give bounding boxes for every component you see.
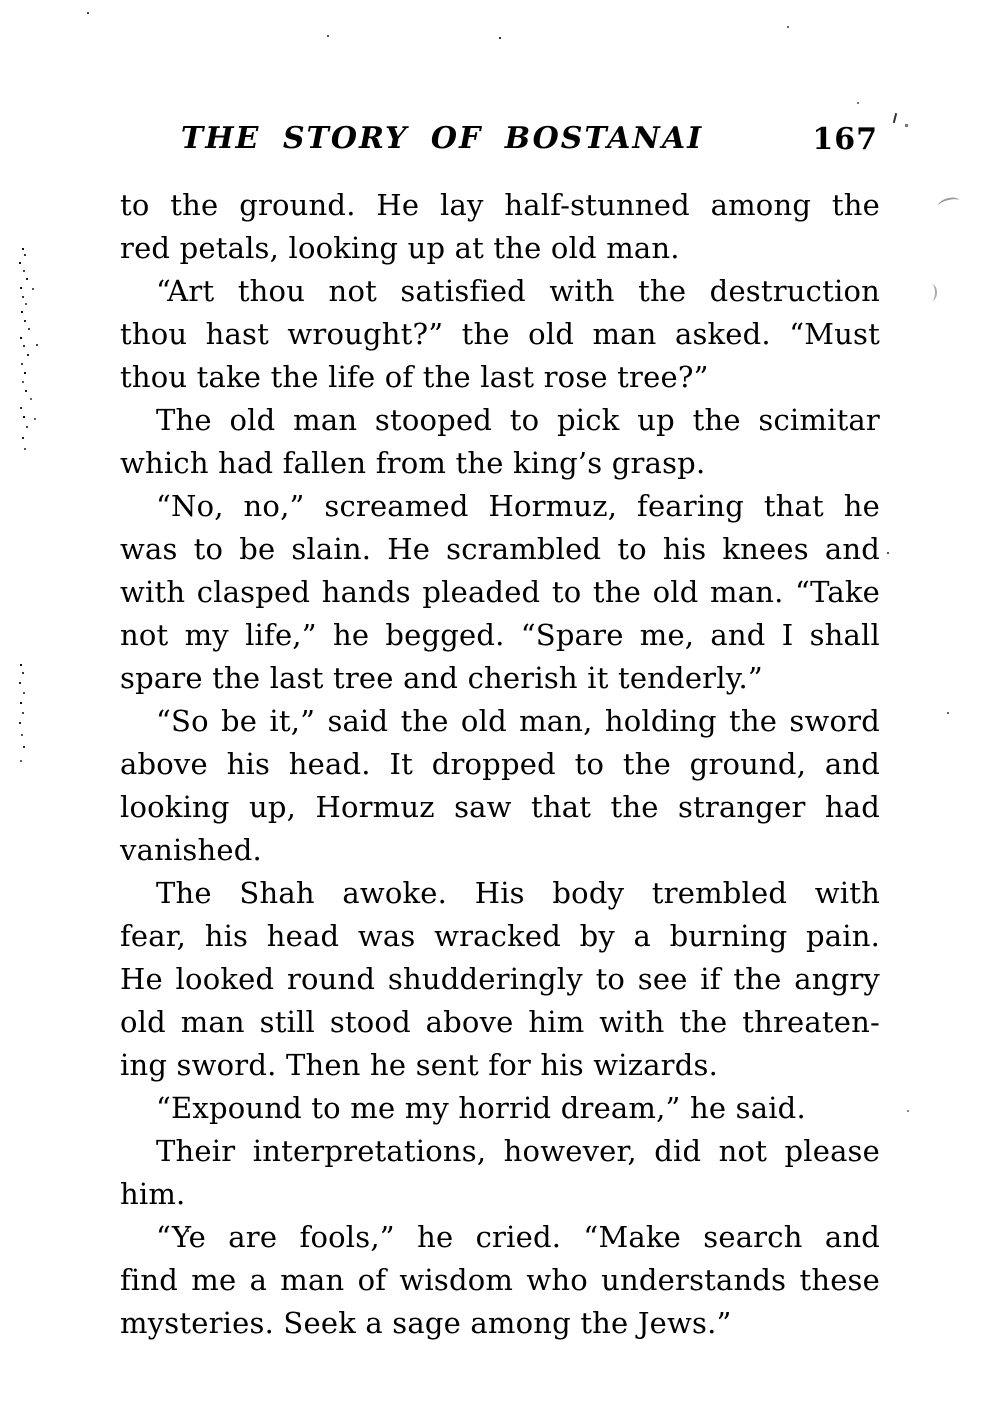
text-line: old man still stood above him with the threaten- [120,1005,880,1039]
text-line: mysteries. Seek a sage among the Jews.” [120,1306,732,1340]
chapter-title: THE STORY OF BOSTANAI [180,121,704,156]
text-line: to the ground. He lay half-stunned among the [120,188,880,222]
text-line: The Shah awoke. His body trembled with [156,876,880,910]
paragraph [120,1087,880,1130]
text-line: was to be slain. He scrambled to his knees and [120,532,880,566]
running-header [120,121,882,163]
text-line: red petals, looking up at the old man. [120,231,680,265]
scan-artifact [893,113,897,123]
text-line: The old man stooped to pick up the scimitar [156,403,880,437]
paragraph [120,700,880,872]
text-line: above his head. It dropped to the ground, and [120,747,880,781]
paragraph [120,485,880,700]
text-line: “No, no,” screamed Hormuz, fearing that he [156,489,880,523]
scan-specks [87,12,89,14]
text-line: with clasped hands pleaded to the old man. “Take [120,575,880,609]
text-line: vanished. [120,833,262,867]
text-line: Their interpretations, however, did not please [156,1134,880,1168]
scan-artifact [905,124,908,127]
paragraph [120,1130,880,1216]
text-line: fear, his head was wracked by a burning pain. [120,919,880,953]
text-line: He looked round shudderingly to see if the angry [120,962,880,996]
text-line: thou take the life of the last rose tree?” [120,360,709,394]
text-line: ing sword. Then he sent for his wizards. [120,1048,719,1082]
text-line: find me a man of wisdom who understands these [120,1263,880,1297]
scan-noise-band [20,664,22,666]
text-line: thou hast wrought?” the old man asked. “Must [120,317,880,351]
text-line: “Ye are fools,” he cried. “Make search and [156,1220,880,1254]
paragraph [120,1216,880,1345]
scan-artifact [926,284,937,301]
page-number: 167 [812,122,878,157]
text-line: “Expound to me my horrid dream,” he said. [156,1091,806,1125]
text-line: “Art thou not satisfied with the destruction [156,274,880,308]
text-line: “So be it,” said the old man, holding the sword [156,704,880,738]
paragraph [120,399,880,485]
text-line: which had fallen from the king’s grasp. [120,446,706,480]
text-line: him. [120,1177,186,1211]
text-line: spare the last tree and cherish it tenderly.” [120,661,763,695]
scan-artifact [937,196,961,212]
text-line: not my life,” he begged. “Spare me, and I shall [120,618,880,652]
body-text [120,184,880,1345]
text-line: looking up, Hormuz saw that the stranger had [120,790,880,824]
paragraph [120,872,880,1087]
scan-noise-band [22,248,24,250]
paragraph [120,270,880,399]
paragraph [120,184,880,270]
